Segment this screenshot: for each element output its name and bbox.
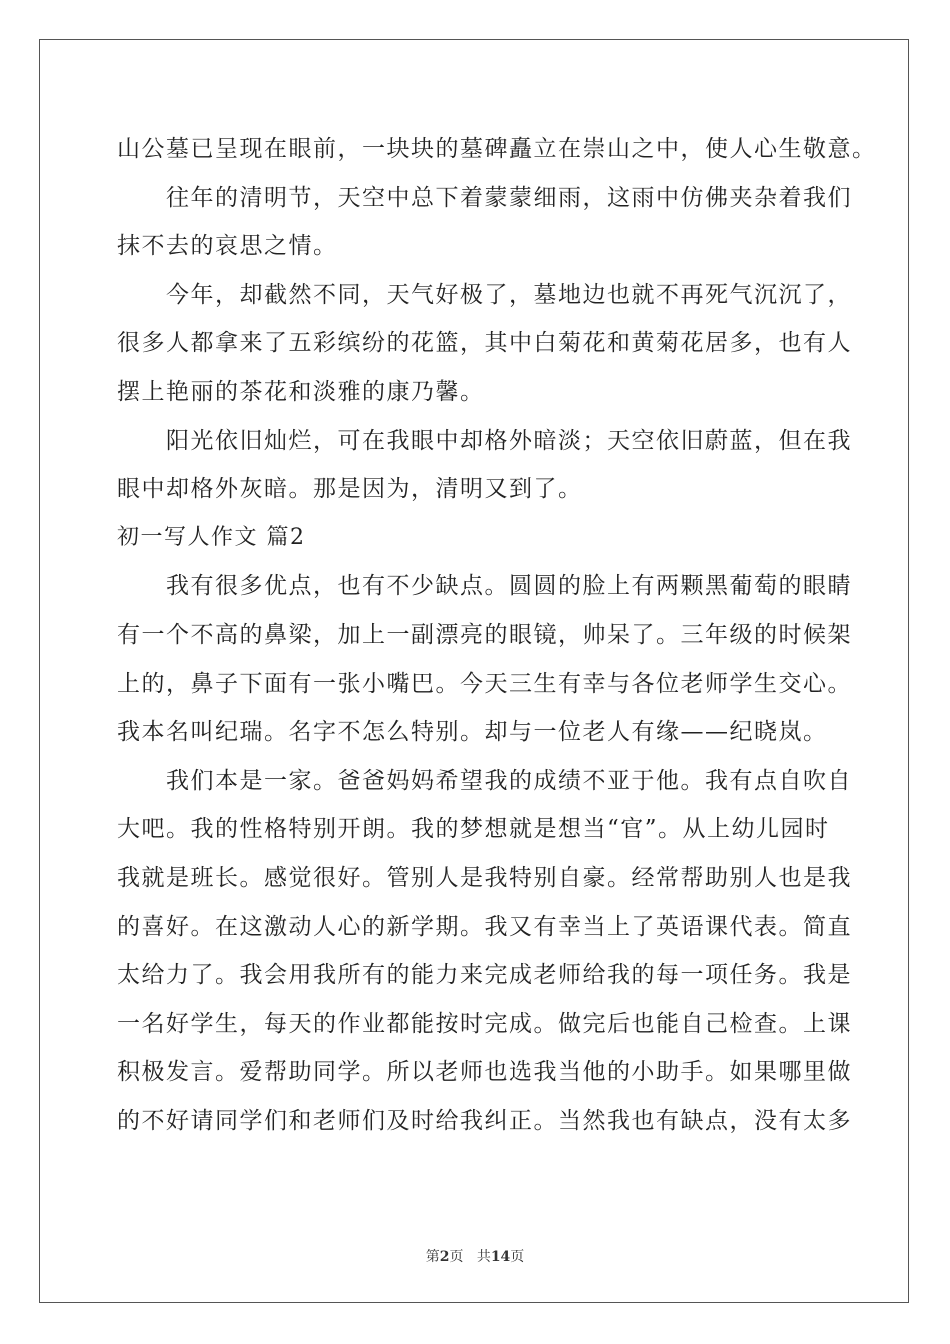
footer-page-number: 2: [439, 1249, 450, 1265]
text-line: 的不好请同学们和老师们及时给我纠正。当然我也有缺点，没有太多: [117, 1107, 852, 1134]
footer-total-pages: 14: [490, 1249, 511, 1265]
document-body: [117, 125, 877, 1145]
text-line: 太给力了。我会用我所有的能力来完成老师给我的每一项任务。我是: [117, 962, 852, 989]
footer-total-suffix: 页: [510, 1249, 525, 1265]
text-line: 山公墓已呈现在眼前，一块块的墓碑矗立在崇山之中，使人心生敬意。: [117, 136, 877, 162]
section-heading: 初一写人作文 篇2: [117, 524, 306, 550]
text-line: 很多人都拿来了五彩缤纷的花篮，其中白菊花和黄菊花居多，也有人: [117, 330, 852, 357]
text-line: 我就是班长。感觉很好。管别人是我特别自豪。经常帮助别人也是我: [117, 864, 852, 891]
page-footer: [0, 1246, 950, 1266]
footer-page-prefix: 第: [425, 1249, 440, 1265]
text-line: 摆上艳丽的茶花和淡雅的康乃馨。: [117, 378, 485, 405]
text-line: 我本名叫纪瑞。名字不怎么特别。却与一位老人有缘——纪晓岚。: [117, 719, 828, 746]
text-line: 眼中却格外灰暗。那是因为，清明又到了。: [117, 476, 583, 503]
text-line: 的喜好。在这激动人心的新学期。我又有幸当上了英语课代表。简直: [117, 913, 852, 940]
text-line: 我们本是一家。爸爸妈妈希望我的成绩不亚于他。我有点自吹自: [117, 767, 852, 794]
text-line: 往年的清明节，天空中总下着蒙蒙细雨，这雨中仿佛夹杂着我们: [117, 184, 852, 211]
text-line: 抹不去的哀思之情。: [117, 233, 338, 260]
text-line: 积极发言。爱帮助同学。所以老师也选我当他的小助手。如果哪里做: [117, 1059, 852, 1086]
text-line: 上的，鼻子下面有一张小嘴巴。今天三生有幸与各位老师学生交心。: [117, 670, 852, 697]
text-line: 一名好学生，每天的作业都能按时完成。做完后也能自己检查。上课: [117, 1010, 852, 1037]
text-line: 有一个不高的鼻梁，加上一副漂亮的眼镜，帅呆了。三年级的时候架: [117, 621, 852, 648]
text-line: 我有很多优点，也有不少缺点。圆圆的脸上有两颗黑葡萄的眼睛: [117, 573, 852, 600]
footer-total-prefix: 共: [476, 1249, 491, 1265]
text-line: 今年，却截然不同，天气好极了，墓地边也就不再死气沉沉了，: [117, 281, 852, 308]
text-line: 大吧。我的性格特别开朗。我的梦想就是想当“官”。从上幼儿园时: [117, 816, 830, 843]
text-line: 阳光依旧灿烂，可在我眼中却格外暗淡；天空依旧蔚蓝，但在我: [117, 427, 852, 454]
footer-page-suffix: 页: [449, 1249, 464, 1265]
